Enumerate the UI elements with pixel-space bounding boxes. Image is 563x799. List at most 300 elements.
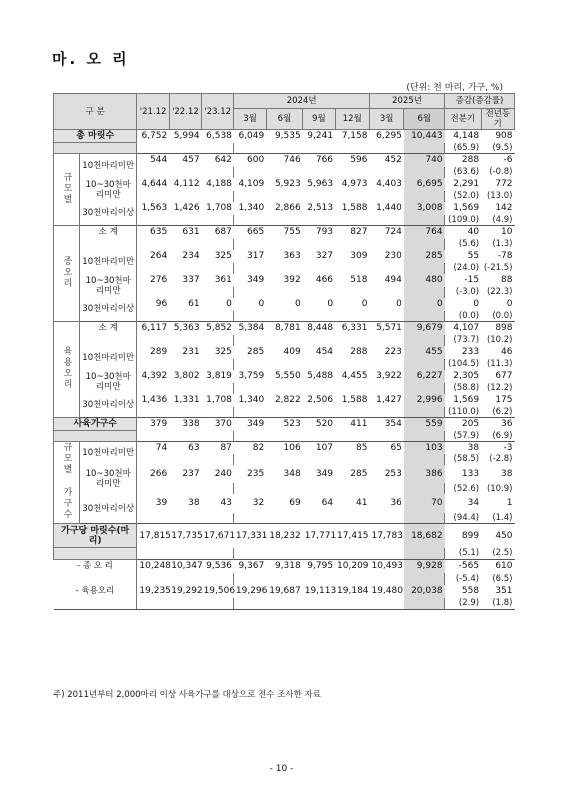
value-cell: 724 <box>369 226 403 239</box>
empty-cell <box>303 143 335 154</box>
value-cell: 772 <box>495 179 513 189</box>
table-row <box>54 130 515 143</box>
value-cell: 0 <box>396 299 402 309</box>
empty-cell <box>169 287 201 298</box>
group-label-text: 규모별 가구수 <box>61 442 72 520</box>
empty-cell <box>266 548 303 560</box>
percent-row <box>54 548 515 560</box>
value-cell: 9,318 <box>266 560 303 573</box>
value-cell: 0 <box>404 298 445 311</box>
empty-cell <box>303 311 335 322</box>
value-cell: 452 <box>369 154 403 167</box>
empty-cell <box>202 335 234 346</box>
header-2024: 2024년 <box>234 94 370 109</box>
empty-cell <box>266 383 303 394</box>
header-2024-m9: 9월 <box>303 109 335 130</box>
percent-cell: (0.0) <box>458 310 480 321</box>
value-cell: 6,538 <box>202 130 234 143</box>
empty-cell <box>404 143 445 154</box>
value-cell: 10,347 <box>171 561 203 572</box>
empty-cell <box>234 513 266 524</box>
empty-cell <box>202 239 234 250</box>
value-cell: 325 <box>214 347 232 357</box>
value-cell: 610 <box>481 560 514 573</box>
value-cell: 899 <box>445 524 482 548</box>
value-cell: 9,367 <box>234 560 266 573</box>
value-cell: 20,038 <box>404 585 445 598</box>
value-cell: 9,535 <box>266 130 303 143</box>
value-cell: 740 <box>404 154 445 167</box>
value-cell: 3,802 <box>173 371 200 381</box>
empty-cell <box>202 513 234 524</box>
value-cell: 285 <box>350 468 368 479</box>
empty-cell <box>404 287 445 298</box>
empty-cell <box>369 548 403 560</box>
value-cell: 1,708 <box>206 395 232 405</box>
empty-cell <box>234 263 266 274</box>
value-cell: 264 <box>150 251 168 261</box>
value-cell: 596 <box>335 154 369 167</box>
value-cell: 65 <box>369 442 403 454</box>
value-cell: 327 <box>315 251 334 261</box>
table-row <box>54 178 515 191</box>
empty-cell <box>335 513 369 524</box>
empty-cell <box>169 407 201 418</box>
value-cell: 17,771 <box>303 524 335 548</box>
percent-row <box>54 431 515 442</box>
value-cell: 4,973 <box>341 179 368 189</box>
value-cell: 34 <box>467 498 480 509</box>
empty-cell <box>137 431 169 442</box>
value-cell: 687 <box>202 226 234 239</box>
empty-cell <box>137 548 169 560</box>
row-label: 10천마리미만 <box>80 442 137 465</box>
empty-cell <box>202 287 234 298</box>
value-cell: 39 <box>155 498 168 509</box>
group-label <box>54 442 80 524</box>
percent-cell: (0.0) <box>492 310 513 321</box>
empty-cell <box>369 573 403 585</box>
empty-cell <box>266 598 303 610</box>
value-cell: 337 <box>182 275 200 285</box>
empty-cell <box>169 311 201 322</box>
value-cell: 43 <box>220 498 232 509</box>
table-row <box>54 322 515 335</box>
value-cell: 87 <box>202 442 234 454</box>
value-cell: 386 <box>404 465 445 484</box>
value-cell: 466 <box>315 275 334 285</box>
table-body <box>54 130 515 610</box>
value-cell: 253 <box>384 468 402 479</box>
empty-cell <box>202 598 234 610</box>
value-cell: 82 <box>234 442 266 454</box>
empty-cell <box>335 143 369 154</box>
value-cell: 17,331 <box>234 524 266 548</box>
value-cell: 7,158 <box>335 130 369 143</box>
percent-row <box>54 335 515 346</box>
empty-cell <box>137 239 169 250</box>
empty-cell <box>303 483 335 494</box>
value-cell: 38 <box>501 468 513 479</box>
empty-cell <box>202 548 234 560</box>
value-cell: 642 <box>202 154 234 167</box>
value-cell: 6,227 <box>404 370 445 383</box>
value-cell: 205 <box>445 418 482 431</box>
empty-cell <box>266 407 303 418</box>
value-cell: 9,536 <box>202 560 234 573</box>
empty-cell <box>169 215 201 226</box>
value-cell: 6,752 <box>137 130 169 143</box>
value-cell: 106 <box>266 442 303 454</box>
value-cell: 6,295 <box>369 130 403 143</box>
unit-note: (단위: 천 마리, 가구, %) <box>406 83 503 93</box>
percent-cell: (94.4) <box>453 512 480 523</box>
empty-cell <box>335 407 369 418</box>
percent-cell: (1.3) <box>492 239 513 249</box>
value-cell: 223 <box>384 347 402 357</box>
empty-cell <box>234 598 266 610</box>
percent-cell: (5.1) <box>458 548 480 559</box>
value-cell: 523 <box>266 418 303 431</box>
value-cell: 9,679 <box>404 322 445 335</box>
empty-cell <box>369 215 403 226</box>
empty-cell <box>202 431 234 442</box>
value-cell: 17,735 <box>169 524 201 548</box>
value-cell: 19,113 <box>304 586 337 596</box>
value-cell: 19,506 <box>203 586 236 596</box>
percent-cell: (9.5) <box>492 142 513 153</box>
value-cell: 17,415 <box>335 524 369 548</box>
header-2025: 2025년 <box>369 94 444 109</box>
value-cell: 6,117 <box>137 322 169 335</box>
empty-cell <box>404 191 445 202</box>
row-label: 10~30천마리미만 <box>80 465 137 495</box>
value-cell: 349 <box>315 468 334 479</box>
empty-cell <box>234 483 266 494</box>
empty-cell <box>266 191 303 202</box>
value-cell: 17,783 <box>369 524 403 548</box>
empty-cell <box>266 483 303 494</box>
empty-cell <box>404 263 445 274</box>
empty-cell <box>335 598 369 610</box>
duck-statistics-table <box>53 93 515 610</box>
empty-cell <box>303 167 335 178</box>
empty-cell <box>303 407 335 418</box>
table-row <box>54 370 515 383</box>
value-cell: 9,241 <box>303 130 335 143</box>
value-cell: 8,781 <box>266 322 303 335</box>
percent-cell: (52.0) <box>453 191 480 201</box>
value-cell: 18,232 <box>266 524 303 548</box>
percent-cell: (58.5) <box>453 454 480 464</box>
value-cell: 231 <box>182 347 200 357</box>
table-row <box>54 274 515 287</box>
empty-cell <box>404 548 445 560</box>
empty-cell <box>234 548 266 560</box>
value-cell: 4,109 <box>238 179 265 189</box>
value-cell: 285 <box>247 347 265 357</box>
empty-cell <box>234 431 266 442</box>
header-2023: '23.12 <box>202 94 234 130</box>
empty-cell <box>303 383 335 394</box>
value-cell: 17,671 <box>202 524 234 548</box>
empty-cell <box>335 335 369 346</box>
value-cell: 3,759 <box>238 371 265 381</box>
header-2025-m3: 3월 <box>369 109 403 130</box>
value-cell: 4,107 <box>445 322 482 335</box>
empty-cell <box>369 167 403 178</box>
empty-cell <box>137 513 169 524</box>
empty-cell <box>266 431 303 442</box>
empty-cell <box>266 573 303 585</box>
value-cell: 379 <box>137 418 169 431</box>
value-cell: 230 <box>384 251 402 261</box>
empty-cell <box>54 573 137 585</box>
empty-cell <box>369 454 403 465</box>
empty-cell <box>369 335 403 346</box>
empty-cell <box>169 383 201 394</box>
value-cell: 0 <box>226 299 232 309</box>
value-cell: 64 <box>321 498 334 509</box>
value-cell: -15 <box>464 275 480 285</box>
empty-cell <box>137 335 169 346</box>
empty-cell <box>202 359 234 370</box>
value-cell: 457 <box>169 154 201 167</box>
value-cell: 9,928 <box>404 560 445 573</box>
group-label-text: 종오리 <box>61 255 72 289</box>
percent-cell: (-0.8) <box>489 167 513 177</box>
value-cell: 18,682 <box>404 524 445 548</box>
value-cell: 1,426 <box>173 203 200 213</box>
empty-cell <box>369 483 403 494</box>
empty-cell <box>369 239 403 250</box>
empty-cell <box>202 263 234 274</box>
percent-cell: (52.6) <box>453 483 480 494</box>
empty-cell <box>169 167 201 178</box>
empty-cell <box>234 191 266 202</box>
empty-cell <box>137 483 169 494</box>
header-2024-m6: 6월 <box>266 109 303 130</box>
value-cell: 96 <box>155 299 168 309</box>
percent-cell: (22.3) <box>486 287 513 297</box>
empty-cell <box>234 167 266 178</box>
empty-cell <box>266 263 303 274</box>
empty-cell <box>335 454 369 465</box>
row-label: 총 마릿수 <box>54 130 137 143</box>
value-cell: -78 <box>497 251 513 261</box>
value-cell: 285 <box>404 250 445 263</box>
percent-row <box>54 143 515 154</box>
empty-cell <box>54 431 137 442</box>
value-cell: 63 <box>169 442 201 454</box>
empty-cell <box>369 191 403 202</box>
empty-cell <box>303 548 335 560</box>
percent-cell: (-21.5) <box>483 263 513 273</box>
empty-cell <box>303 431 335 442</box>
value-cell: 746 <box>266 154 303 167</box>
percent-cell: (104.5) <box>448 359 480 369</box>
empty-cell <box>169 359 201 370</box>
empty-cell <box>303 359 335 370</box>
table-row <box>54 418 515 431</box>
value-cell: 635 <box>137 226 169 239</box>
row-label: 소 계 <box>80 322 137 335</box>
value-cell: 1,340 <box>238 395 265 405</box>
value-cell: 5,852 <box>202 322 234 335</box>
value-cell: -565 <box>445 560 482 573</box>
value-cell: 5,571 <box>369 322 403 335</box>
empty-cell <box>169 483 201 494</box>
row-label: 30천마리이상 <box>80 394 137 418</box>
empty-cell <box>335 311 369 322</box>
percent-cell: (57.9) <box>453 430 480 441</box>
empty-cell <box>404 598 445 610</box>
empty-cell <box>266 287 303 298</box>
header-yoy: 전년동기 <box>481 109 514 130</box>
value-cell: 55 <box>467 251 480 261</box>
value-cell: 1,588 <box>341 395 368 405</box>
empty-cell <box>266 359 303 370</box>
table-row <box>54 202 515 215</box>
value-cell: 175 <box>495 395 513 405</box>
empty-cell <box>404 513 445 524</box>
empty-cell <box>266 311 303 322</box>
empty-cell <box>202 311 234 322</box>
value-cell: 361 <box>214 275 232 285</box>
empty-cell <box>137 359 169 370</box>
value-cell: 4,392 <box>141 371 168 381</box>
value-cell: 0 <box>294 299 301 309</box>
percent-cell: (-2.8) <box>489 454 513 464</box>
value-cell: 38 <box>188 498 200 509</box>
value-cell: 61 <box>188 299 200 309</box>
empty-cell <box>202 167 234 178</box>
value-cell: 8,448 <box>303 322 335 335</box>
value-cell: 288 <box>350 347 368 357</box>
empty-cell <box>234 383 266 394</box>
value-cell: 5,923 <box>274 179 301 189</box>
value-cell: 764 <box>404 226 445 239</box>
empty-cell <box>335 287 369 298</box>
percent-row <box>54 573 515 585</box>
empty-cell <box>335 359 369 370</box>
value-cell: 1,569 <box>453 395 480 405</box>
value-cell: 10 <box>481 226 514 239</box>
empty-cell <box>303 513 335 524</box>
value-cell: 142 <box>495 203 513 213</box>
empty-cell <box>137 407 169 418</box>
group-label-text: 육용오리 <box>61 346 72 390</box>
footnote: 주) 2011년부터 2,000마리 이상 사육가구를 대상으로 전수 조사한 자료 <box>53 690 321 700</box>
value-cell: 1,708 <box>206 203 232 213</box>
value-cell: 10,443 <box>404 130 445 143</box>
value-cell: 2,291 <box>453 179 480 189</box>
value-cell: 631 <box>169 226 201 239</box>
value-cell: 288 <box>445 154 482 167</box>
value-cell: 5,550 <box>274 371 301 381</box>
empty-cell <box>404 335 445 346</box>
empty-cell <box>137 383 169 394</box>
value-cell: 520 <box>303 418 335 431</box>
value-cell: 455 <box>404 346 445 359</box>
value-cell: 4,455 <box>341 371 368 381</box>
value-cell: 6,695 <box>404 178 445 191</box>
empty-cell <box>335 548 369 560</box>
value-cell: 2,996 <box>404 394 445 407</box>
value-cell: 9,795 <box>303 560 335 573</box>
value-cell: 10,493 <box>371 561 403 572</box>
empty-cell <box>169 143 201 154</box>
row-label: 10천마리미만 <box>80 154 137 178</box>
table-row <box>54 298 515 311</box>
empty-cell <box>303 287 335 298</box>
value-cell: 1 <box>506 498 513 509</box>
empty-cell <box>169 263 201 274</box>
empty-cell <box>234 143 266 154</box>
value-cell: 494 <box>384 275 402 285</box>
empty-cell <box>137 263 169 274</box>
empty-cell <box>202 407 234 418</box>
value-cell: 6,049 <box>234 130 266 143</box>
empty-cell <box>266 239 303 250</box>
empty-cell <box>234 359 266 370</box>
empty-cell <box>202 191 234 202</box>
empty-cell <box>404 311 445 322</box>
value-cell: 19,296 <box>235 586 268 596</box>
value-cell: 793 <box>303 226 335 239</box>
percent-cell: (63.6) <box>453 167 480 177</box>
empty-cell <box>169 191 201 202</box>
empty-cell <box>234 239 266 250</box>
percent-cell: (110.0) <box>448 406 480 417</box>
value-cell: 755 <box>266 226 303 239</box>
value-cell: 559 <box>404 418 445 431</box>
empty-cell <box>137 454 169 465</box>
empty-cell <box>80 239 137 250</box>
value-cell: 338 <box>169 418 201 431</box>
percent-row <box>54 598 515 610</box>
empty-cell <box>369 143 403 154</box>
value-cell: 4,403 <box>376 179 402 189</box>
header-2025-m6: 6월 <box>404 109 445 130</box>
table-row <box>54 494 515 513</box>
empty-cell <box>202 573 234 585</box>
value-cell: 2,305 <box>453 371 480 381</box>
empty-cell <box>234 407 266 418</box>
header-2022: '22.12 <box>169 94 201 130</box>
value-cell: 363 <box>283 251 301 261</box>
empty-cell <box>404 483 445 494</box>
value-cell: 240 <box>214 468 232 479</box>
percent-cell: (5.6) <box>458 239 480 249</box>
table-row <box>54 442 515 454</box>
value-cell: 10,209 <box>337 561 369 572</box>
percent-cell: (1.8) <box>481 598 514 610</box>
empty-cell <box>404 407 445 418</box>
value-cell: -3 <box>481 442 514 454</box>
value-cell: 6,331 <box>335 322 369 335</box>
value-cell: 0 <box>258 299 265 309</box>
empty-cell <box>234 573 266 585</box>
row-label: 10~30천마리미만 <box>80 370 137 394</box>
percent-cell: (6.9) <box>492 430 513 441</box>
value-cell: -6 <box>481 154 514 167</box>
empty-cell <box>369 431 403 442</box>
percent-cell: (6.5) <box>492 573 513 584</box>
value-cell: 348 <box>283 468 301 479</box>
value-cell: 276 <box>150 275 168 285</box>
percent-cell: (73.7) <box>453 335 480 345</box>
